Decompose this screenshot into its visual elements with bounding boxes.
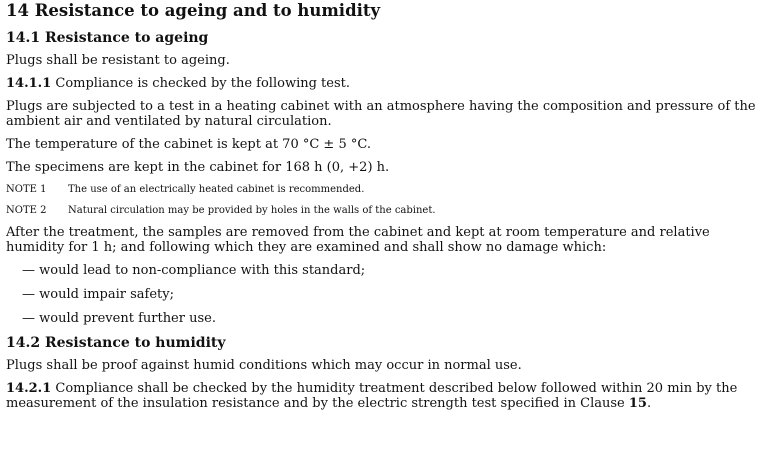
section-title: 14 Resistance to ageing and to humidity xyxy=(6,1,381,20)
note-1 xyxy=(6,183,762,196)
list-item: — would prevent further use. xyxy=(22,311,216,326)
paragraph-humidity-requirement: Plugs shall be proof against humid conditions which may occur in normal use. xyxy=(6,358,522,373)
paragraph-after-treatment: After the treatment, the samples are removed from the cabinet and kept at room temperature and relative humidity for 1 h; and following which they are examined and shall show no damage which: xyxy=(6,225,710,255)
subsection-heading-ageing: 14.1 Resistance to ageing xyxy=(6,30,209,46)
paragraph-temperature: The temperature of the cabinet is kept at 70 °C ± 5 °C. xyxy=(6,137,371,152)
paragraph-compliance-test xyxy=(6,76,762,91)
paragraph-ageing-requirement: Plugs shall be resistant to ageing. xyxy=(6,53,230,68)
note-text: Natural circulation may be provided by holes in the walls of the cabinet. xyxy=(68,205,436,216)
paragraph-humidity-compliance xyxy=(6,381,762,411)
note-text: The use of an electrically heated cabinet is recommended. xyxy=(68,184,365,195)
document-page xyxy=(0,1,770,451)
list-item: — would impair safety; xyxy=(22,287,175,302)
list-item: — would lead to non-compliance with this standard; xyxy=(22,263,366,278)
clause-end: . xyxy=(646,396,652,411)
clause-number: 14.2.1 xyxy=(6,381,52,396)
note-label: NOTE 1 xyxy=(6,184,47,195)
paragraph-heating-cabinet: Plugs are subjected to a test in a heating cabinet with an atmosphere having the composition and pressure of the ambient air and ventilated by natural circulation. xyxy=(6,99,756,129)
clause-text: Compliance shall be checked by the humidity treatment described below followed within 20 min by the measurement of the insulation resistance and by the electric strength test specified in Clause xyxy=(6,381,738,411)
note-label: NOTE 2 xyxy=(6,205,47,216)
clause-text: Compliance is checked by the following test. xyxy=(51,76,351,91)
subsection-heading-humidity: 14.2 Resistance to humidity xyxy=(6,335,226,351)
clause-number: 14.1.1 xyxy=(6,76,52,91)
clause-reference: 15 xyxy=(628,396,647,411)
note-2 xyxy=(6,204,762,217)
paragraph-duration: The specimens are kept in the cabinet for 168 h (0, +2) h. xyxy=(6,160,390,175)
